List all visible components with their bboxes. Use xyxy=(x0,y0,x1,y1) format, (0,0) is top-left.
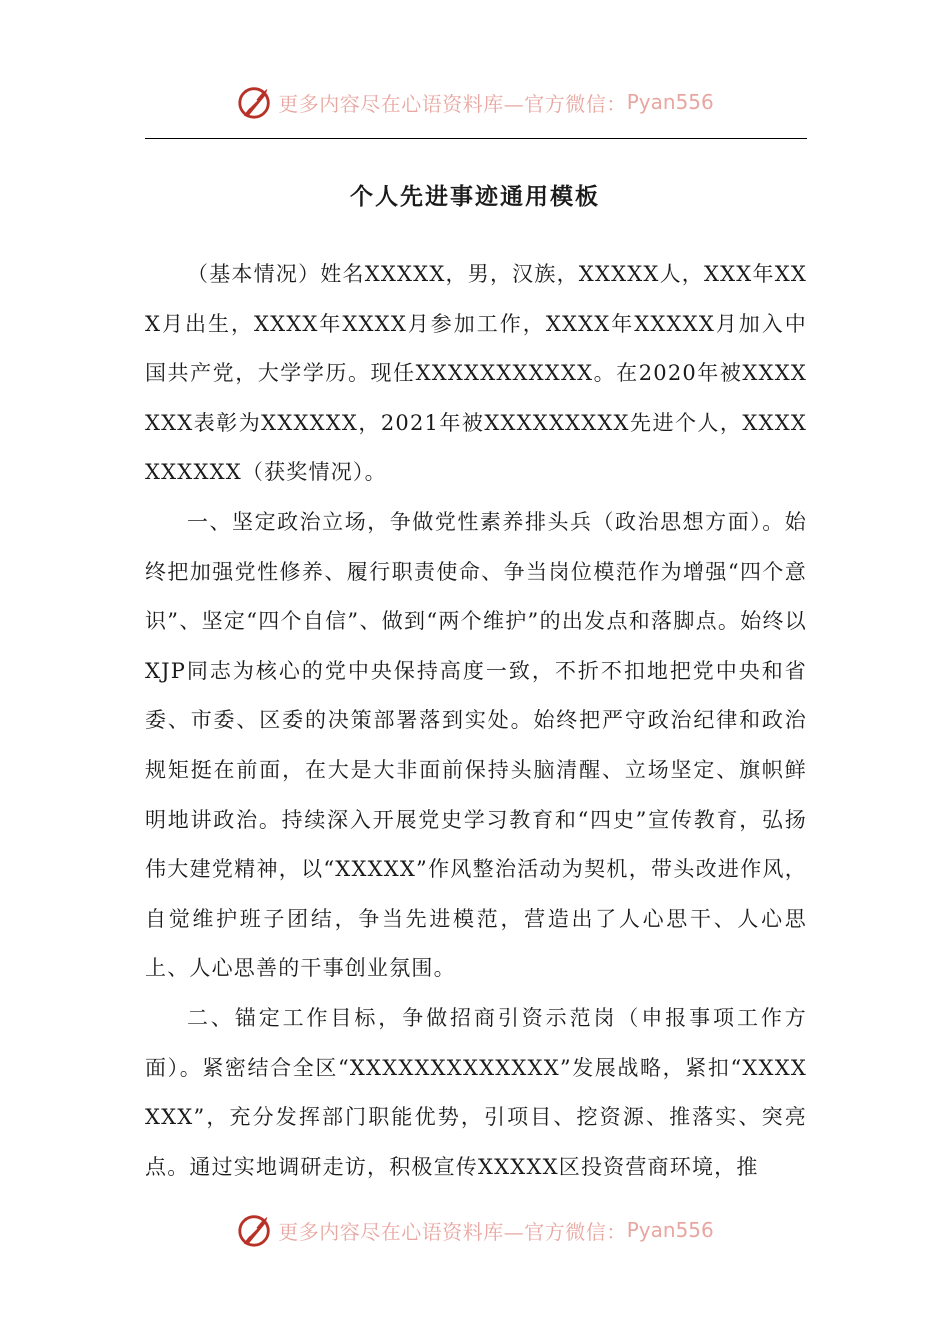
paragraph-political: 一、坚定政治立场，争做党性素养排头兵（政治思想方面）。始终把加强党性修养、履行职责使命、争当岗位模范作为增强“四个意识”、坚定“四个自信”、做到“两个维护”的出发点和落脚点。始终以XJP同志为核心的党中央保持高度一致，不折不扣地把党中央和省委、市委、区委的决策部署落到实处。始终把严守政治纪律和政治规矩挺在前面，在大是大非面前保持头脑清醒、立场坚定、旗帜鲜明地讲政治。持续深入开展党史学习教育和“四史”宣传教育，弘扬伟大建党精神，以“XXXXX”作风整治活动为契机，带头改进作风，自觉维护班子团结，争当先进模范，营造出了人心思干、人心思上、人心思善的干事创业氛围。 xyxy=(145,509,807,981)
header-divider xyxy=(145,138,807,139)
paragraph-basic-info: （基本情况）姓名XXXXX，男，汉族，XXXXX人，XXX年XXX月出生，XXXX年XXXX月参加工作，XXXX年XXXXX月加入中国共产党，大学学历。现任XXXXXXXXXXX。在2020年被XXXXXXX表彰为XXXXXX，2021年被XXXXXXXXX先进个人，XXXXXXXXXX（获奖情况）。 xyxy=(145,262,807,485)
watermark-text: 更多内容尽在心语资料库—官方微信： xyxy=(278,91,627,116)
document-title: 个人先进事迹通用模板 xyxy=(350,183,600,210)
footer-watermark xyxy=(0,1210,950,1250)
pen-logo-icon xyxy=(236,83,274,121)
pen-logo-icon xyxy=(236,1211,274,1249)
watermark-text: 更多内容尽在心语资料库—官方微信： xyxy=(278,1219,627,1244)
paragraph-work-goals: 二、锚定工作目标，争做招商引资示范岗（申报事项工作方面）。紧密结合全区“XXXXXXXXXXXXX”发展战略，紧扣“XXXXXXX”，充分发挥部门职能优势，引项目、挖资源、推落实、突亮点。通过实地调研走访，积极宣传XXXXX区投资营商环境，推 xyxy=(145,1005,807,1179)
header-watermark xyxy=(0,82,950,122)
watermark-wechat-id: Pyan556 xyxy=(626,1218,714,1242)
watermark-wechat-id: Pyan556 xyxy=(626,90,714,114)
document-body xyxy=(145,250,807,1192)
